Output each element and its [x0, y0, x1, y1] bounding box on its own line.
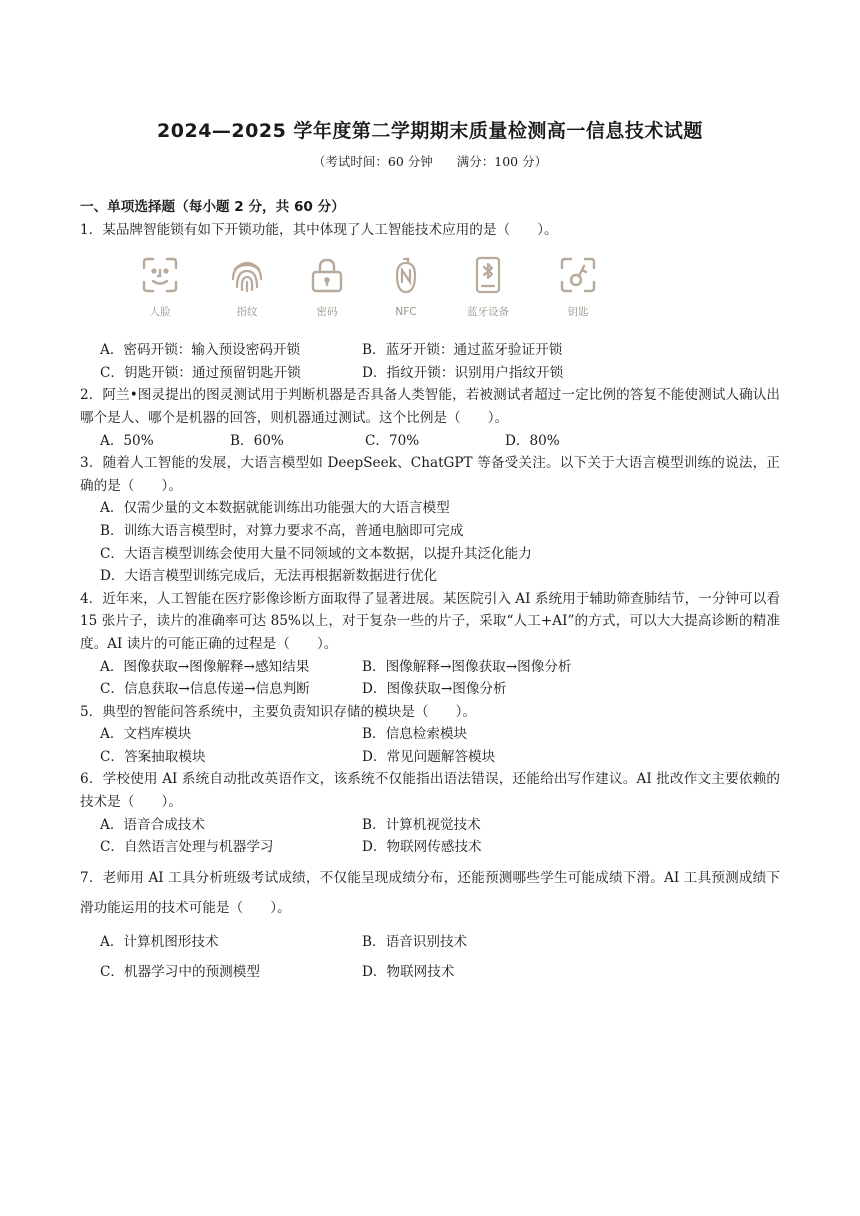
- icon-label: 人脸: [149, 306, 171, 319]
- question-2-stem: 2．阿兰•图灵提出的图灵测试用于判断机器是否具备人类智能，若被测试者超过一定比例的答复不能使测试人确认出哪个是人、哪个是机器的回答，则机器通过测试。这个比例是（ ）。: [80, 387, 780, 426]
- question-5-stem: 5．典型的智能问答系统中，主要负责知识存储的模块是（ ）。: [80, 703, 477, 720]
- option[interactable]: B．计算机视觉技术: [362, 816, 481, 833]
- icon-label: NFC: [395, 306, 417, 319]
- option[interactable]: C．答案抽取模块: [100, 748, 206, 765]
- icon-label: 蓝牙设备: [467, 306, 509, 319]
- option[interactable]: A．50%: [100, 432, 154, 449]
- option[interactable]: B．信息检索模块: [362, 726, 468, 743]
- exam-content: [80, 196, 780, 987]
- lock-feature-icons: [80, 247, 780, 337]
- icon-label: 钥匙: [567, 306, 589, 319]
- option[interactable]: A．语音合成技术: [100, 816, 205, 833]
- option[interactable]: C．70%: [365, 432, 420, 449]
- option[interactable]: D．大语言模型训练完成后，无法再根据新数据进行优化: [100, 568, 438, 585]
- exam-title: 2024—2025 学年度第二学期期末质量检测高一信息技术试题: [157, 120, 703, 142]
- option[interactable]: B．60%: [230, 432, 284, 449]
- lock-icon: [297, 255, 357, 324]
- face-icon: [130, 255, 190, 324]
- option[interactable]: D．指纹开锁：识别用户指纹开锁: [362, 364, 564, 381]
- option[interactable]: B．训练大语言模型时，对算力要求不高，普通电脑即可完成: [100, 522, 464, 539]
- question-7-options: [80, 927, 780, 987]
- option[interactable]: D．物联网传感技术: [362, 839, 482, 856]
- section-heading: 一、单项选择题（每小题 2 分，共 60 分）: [80, 199, 345, 215]
- question-1-stem: 1．某品牌智能锁有如下开锁功能，其中体现了人工智能技术应用的是（ ）。: [80, 221, 558, 238]
- option[interactable]: D．物联网技术: [362, 963, 455, 980]
- option[interactable]: B．语音识别技术: [362, 933, 468, 950]
- exam-info: [0, 152, 860, 170]
- icon-label: 密码: [316, 306, 338, 319]
- exam-score: 满分：100 分）: [456, 154, 548, 169]
- exam-duration: （考试时间：60 分钟: [312, 154, 433, 169]
- option[interactable]: A．文档库模块: [100, 726, 192, 743]
- question-3-stem: 3．随着人工智能的发展，大语言模型如 DeepSeek、ChatGPT 等备受关注。以下关于大语言模型训练的说法，正确的是（ ）。: [80, 455, 780, 494]
- question-3-options: [80, 497, 780, 587]
- icon-label: 指纹: [236, 306, 258, 319]
- bluetooth-device-icon: [458, 255, 518, 324]
- option[interactable]: A．计算机图形技术: [100, 933, 219, 950]
- fingerprint-icon: [217, 255, 277, 324]
- question-5-options: [80, 723, 780, 768]
- option[interactable]: A．密码开锁：输入预设密码开锁: [100, 342, 301, 359]
- key-icon: [548, 255, 608, 324]
- option[interactable]: A．图像获取→图像解释→感知结果: [100, 658, 310, 675]
- question-6-options: [80, 814, 780, 859]
- option[interactable]: A．仅需少量的文本数据就能训练出功能强大的大语言模型: [100, 500, 450, 517]
- question-1-options: [80, 339, 780, 384]
- option[interactable]: B．图像解释→图像获取→图像分析: [362, 658, 572, 675]
- option[interactable]: C．钥匙开锁：通过预留钥匙开锁: [100, 364, 301, 381]
- option[interactable]: C．机器学习中的预测模型: [100, 963, 260, 980]
- option[interactable]: C．大语言模型训练会使用大量不同领域的文本数据，以提升其泛化能力: [100, 545, 532, 562]
- question-7-stem: 7．老师用 AI 工具分析班级考试成绩，不仅能呈现成绩分布，还能预测哪些学生可能成绩下滑。AI 工具预测成绩下滑功能运用的技术可能是（ ）。: [80, 869, 780, 916]
- option[interactable]: D．80%: [505, 432, 560, 449]
- question-4-stem: 4．近年来，人工智能在医疗影像诊断方面取得了显著进展。某医院引入 AI 系统用于辅助筛查肺结节，一分钟可以看 15 张片子，读片的准确率可达 85%以上，对于复杂一些的片子，采取“人工+AI”的方式，可以大大提高诊断的精准度。AI 读片的可能正确的过程是（ ）。: [80, 590, 780, 652]
- option[interactable]: D．常见问题解答模块: [362, 748, 496, 765]
- nfc-icon: [376, 255, 436, 324]
- option[interactable]: C．自然语言处理与机器学习: [100, 839, 274, 856]
- option[interactable]: C．信息获取→信息传递→信息判断: [100, 681, 310, 698]
- option[interactable]: B．蓝牙开锁：通过蓝牙验证开锁: [362, 342, 563, 359]
- question-4-options: [80, 656, 780, 701]
- question-2-options: [80, 430, 780, 453]
- question-6-stem: 6．学校使用 AI 系统自动批改英语作文，该系统不仅能指出语法错误，还能给出写作建议。AI 批改作文主要依赖的技术是（ ）。: [80, 771, 780, 811]
- option[interactable]: D．图像获取→图像分析: [362, 681, 507, 698]
